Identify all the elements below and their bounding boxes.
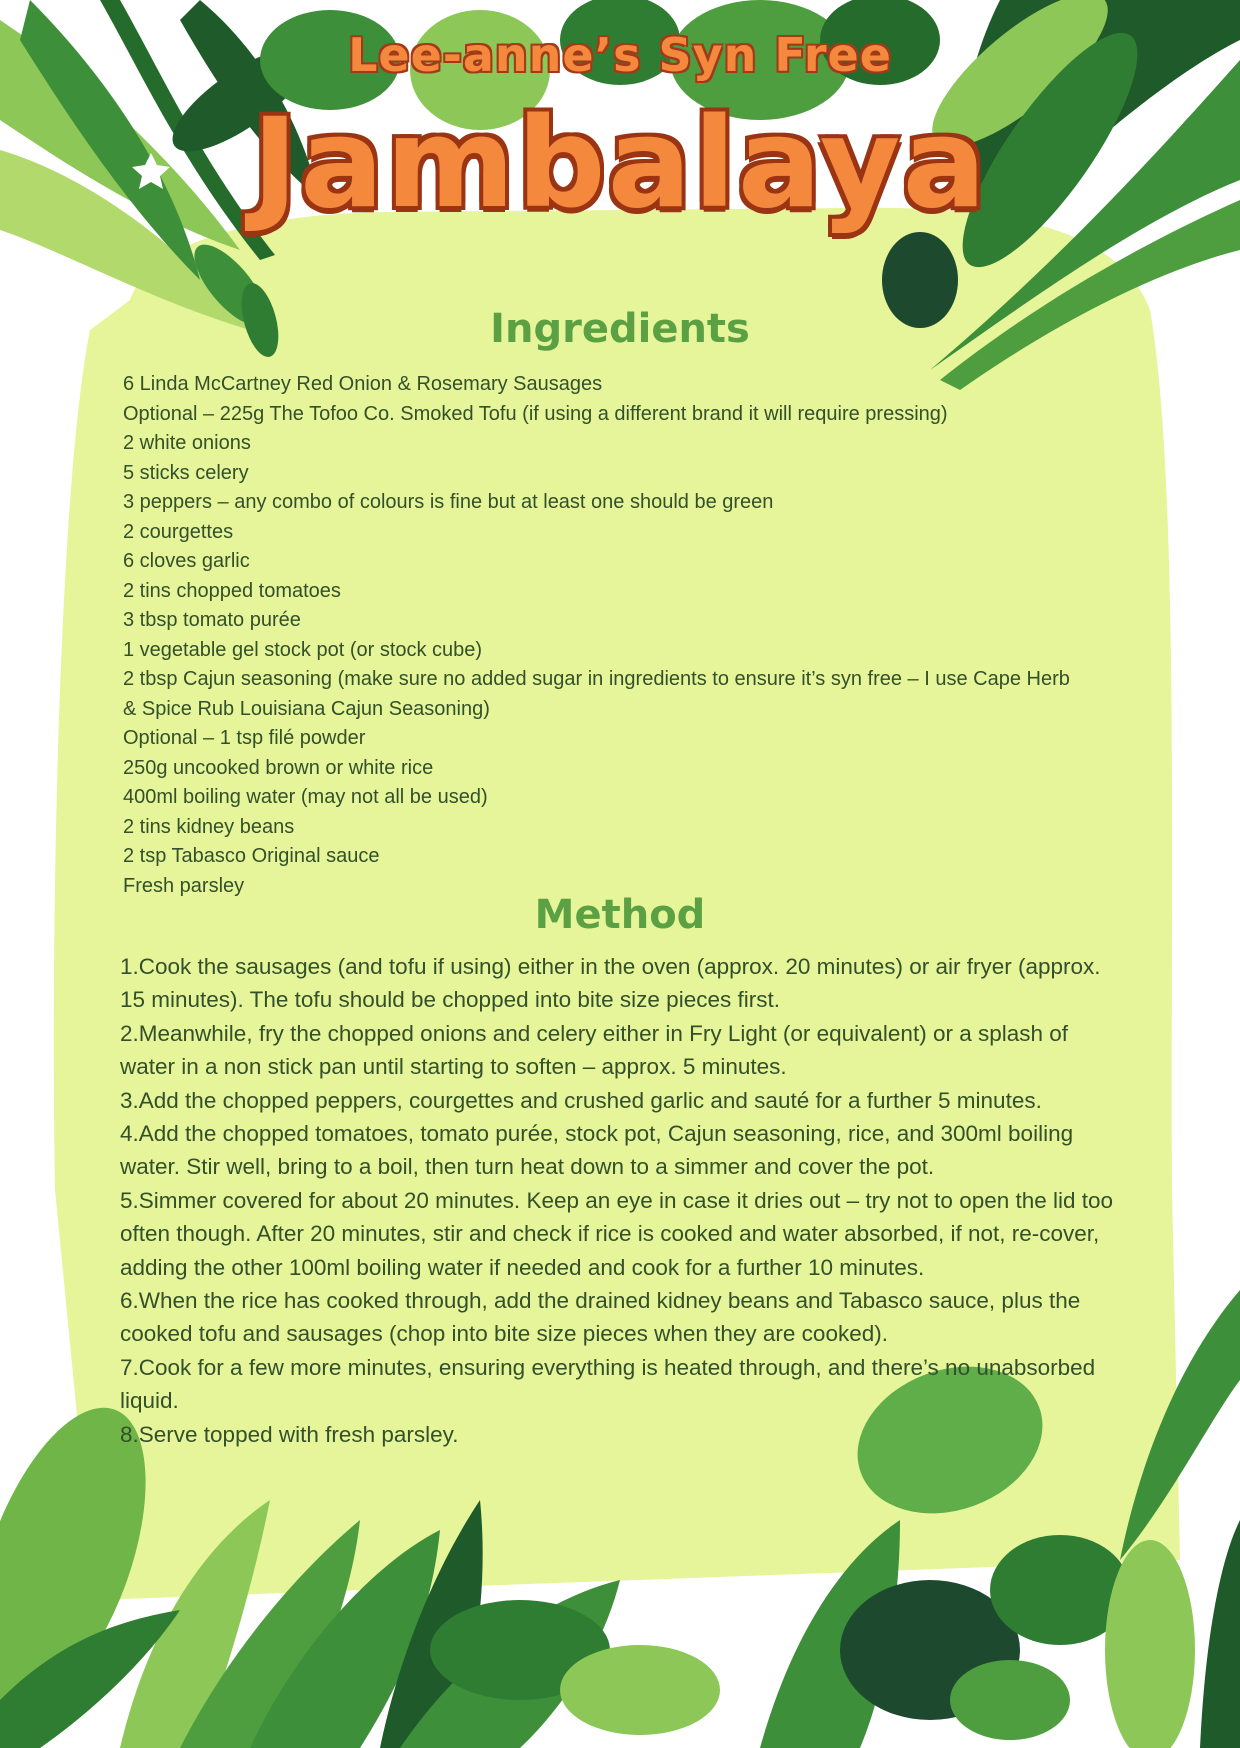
ingredients-heading: Ingredients	[490, 306, 750, 352]
method-step: 7.Cook for a few more minutes, ensuring everything is heated through, and there’s no unabsorbed liquid.	[120, 1354, 1096, 1414]
ingredient-item: 400ml boiling water (may not all be used)	[123, 786, 488, 808]
method-step: 6.When the rice has cooked through, add the drained kidney beans and Tabasco sauce, plus the cooked tofu and sausages (chop into bite size pieces when they are cooked).	[120, 1288, 1081, 1347]
method-step: 3.Add the chopped peppers, courgettes and crushed garlic and sauté for a further 5 minutes.	[120, 1087, 1042, 1113]
method-step: 5.Simmer covered for about 20 minutes. Keep an eye in case it dries out – try not to open the lid too often though. After 20 minutes, stir and check if rice is cooked and water absorbed, if not, re-cover, adding the other 100ml boiling water if needed and cook for a further 10 minutes.	[120, 1187, 1114, 1280]
ingredient-item: 5 sticks celery	[123, 461, 249, 484]
ingredient-item: 2 tbsp Cajun seasoning (make sure no added sugar in ingredients to ensure it’s syn free – I use Cape Herb & Spice Rub Louisiana Cajun Seasoning)	[123, 668, 1070, 720]
ingredient-item: 6 Linda McCartney Red Onion & Rosemary Sausages	[123, 373, 603, 395]
method-step: 2.Meanwhile, fry the chopped onions and celery either in Fry Light (or equivalent) or a splash of water in a non stick pan until starting to soften – approx. 5 minutes.	[120, 1020, 1069, 1080]
method-heading: Method	[534, 892, 706, 938]
recipe-subtitle: Lee-anne’s Syn Free	[348, 28, 892, 82]
ingredient-item: 2 tsp Tabasco Original sauce	[123, 845, 380, 867]
ingredient-item: 3 tbsp tomato purée	[123, 609, 301, 631]
method-step: 1.Cook the sausages (and tofu if using) either in the oven (approx. 20 minutes) or air fryer (approx. 15 minutes). The tofu should be chopped into bite size pieces first.	[120, 954, 1101, 1013]
ingredient-item: 2 white onions	[123, 432, 251, 454]
ingredients-list	[123, 370, 1083, 901]
ingredient-item: Fresh parsley	[123, 874, 245, 897]
method-step: 4.Add the chopped tomatoes, tomato purée, stock pot, Cajun seasoning, rice, and 300ml boiling water. Stir well, bring to a boil, then turn heat down to a simmer and cover the pot.	[120, 1121, 1074, 1180]
ingredient-item: 1 vegetable gel stock pot (or stock cube)	[123, 638, 483, 661]
ingredient-item: 6 cloves garlic	[123, 550, 250, 572]
method-steps	[120, 950, 1120, 1451]
ingredient-item: Optional – 1 tsp filé powder	[123, 727, 366, 749]
ingredient-item: Optional – 225g The Tofoo Co. Smoked Tofu (if using a different brand it will require pressing)	[123, 402, 948, 425]
recipe-title: Jambalaya	[251, 92, 989, 236]
ingredient-item: 3 peppers – any combo of colours is fine but at least one should be green	[123, 491, 774, 513]
ingredient-item: 2 courgettes	[123, 520, 234, 543]
ingredient-item: 2 tins chopped tomatoes	[123, 579, 341, 602]
ingredient-item: 2 tins kidney beans	[123, 815, 295, 838]
ingredient-item: 250g uncooked brown or white rice	[123, 756, 434, 779]
method-step: 8.Serve topped with fresh parsley.	[120, 1421, 459, 1447]
